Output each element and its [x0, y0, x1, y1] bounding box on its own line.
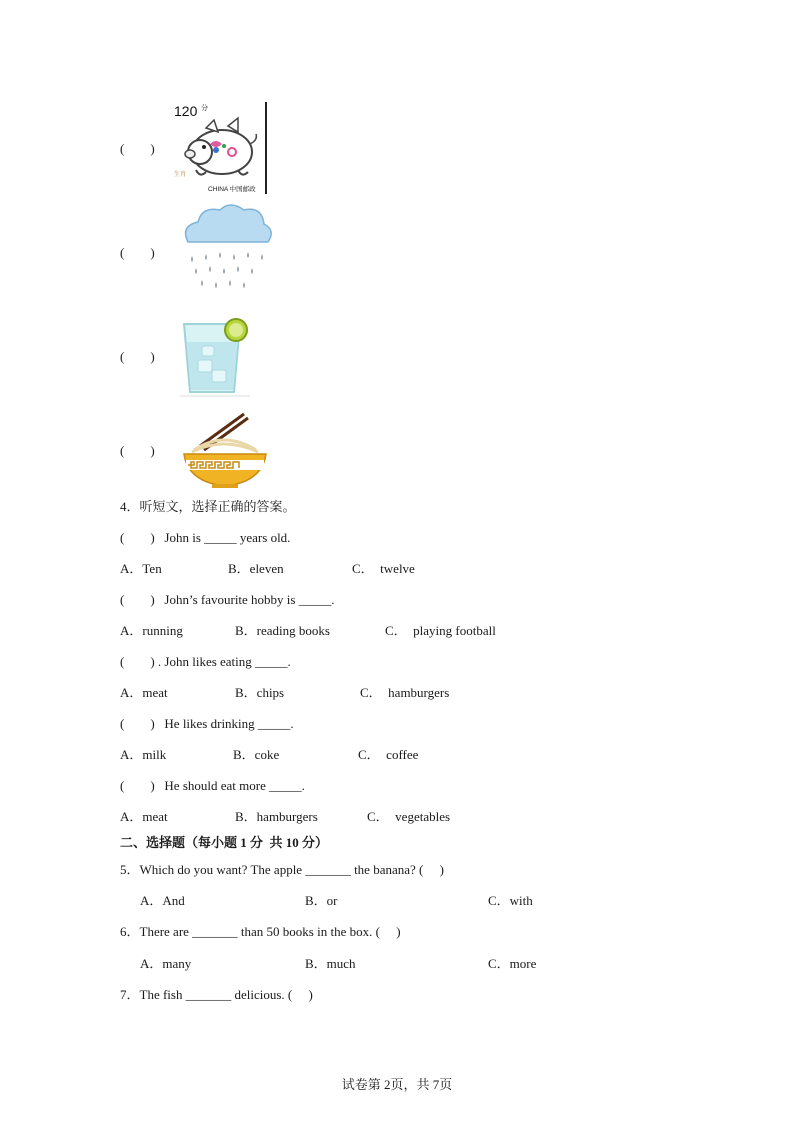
glass-of-water-image [178, 316, 254, 398]
q4-4-stem: ( ) He likes drinking _____. [120, 716, 294, 731]
q5-option-c[interactable]: C．with [488, 893, 533, 908]
stamp-brand: CHINA 中国邮政 [208, 186, 256, 193]
q6-option-b[interactable]: B．much [305, 956, 356, 971]
q6-stem: 6．There are _______ than 50 books in the box. ( ) [120, 924, 401, 939]
q4-4-option-b[interactable]: B．coke [233, 747, 280, 762]
picture-item-3-paren: ( ) [120, 349, 155, 364]
stamp-value: 120 [174, 103, 198, 119]
page-footer: 试卷第 2页，共 7页 [341, 1077, 453, 1092]
q4-2-stem: ( ) John’s favourite hobby is _____. [120, 592, 335, 607]
q4-3-option-c[interactable]: C． hamburgers [360, 685, 450, 700]
rain-cloud-image [178, 202, 276, 298]
q4-1-stem: ( ) John is _____ years old. [120, 530, 291, 545]
q6-option-c[interactable]: C．more [488, 956, 537, 971]
q4-4-option-c[interactable]: C． coffee [358, 747, 419, 762]
picture-item-2-paren: ( ) [120, 245, 155, 260]
q4-3-stem: ( ) . John likes eating _____. [120, 654, 291, 669]
q4-2-option-a[interactable]: A．running [120, 623, 183, 638]
q4-3-option-a[interactable]: A．meat [120, 685, 168, 700]
stamp-unit: 分 [201, 105, 208, 112]
q4-1-option-a[interactable]: A．Ten [120, 561, 162, 576]
q6-option-a[interactable]: A．many [140, 956, 192, 971]
pig-stamp-image [170, 100, 270, 196]
noodle-bowl-image [180, 410, 270, 490]
q4-1-option-b[interactable]: B．eleven [228, 561, 284, 576]
q4-4-option-a[interactable]: A．milk [120, 747, 167, 762]
q4-5-option-b[interactable]: B．hamburgers [235, 809, 318, 824]
q4-1-option-c[interactable]: C． twelve [352, 561, 415, 576]
q5-stem: 5．Which do you want? The apple _______ the banana? ( ) [120, 862, 444, 877]
picture-item-4-paren: ( ) [120, 443, 155, 458]
svg-text:生肖: 生肖 [174, 172, 187, 178]
q5-option-a[interactable]: A．And [140, 893, 185, 908]
q5-option-b[interactable]: B．or [305, 893, 338, 908]
q4-5-option-a[interactable]: A．meat [120, 809, 168, 824]
q4-3-option-b[interactable]: B．chips [235, 685, 285, 700]
q4-2-option-c[interactable]: C． playing football [385, 623, 496, 638]
q7-stem: 7．The fish _______ delicious. ( ) [120, 987, 313, 1002]
q4-5-option-c[interactable]: C． vegetables [367, 809, 451, 824]
q4-5-stem: ( ) He should eat more _____. [120, 778, 305, 793]
section-2-heading: 二、选择题（每小题 1 分 共 10 分） [120, 835, 329, 850]
picture-item-1-paren: ( ) [120, 141, 155, 156]
q4-2-option-b[interactable]: B．reading books [235, 623, 330, 638]
q4-heading: 4．听短文，选择正确的答案。 [120, 499, 296, 514]
